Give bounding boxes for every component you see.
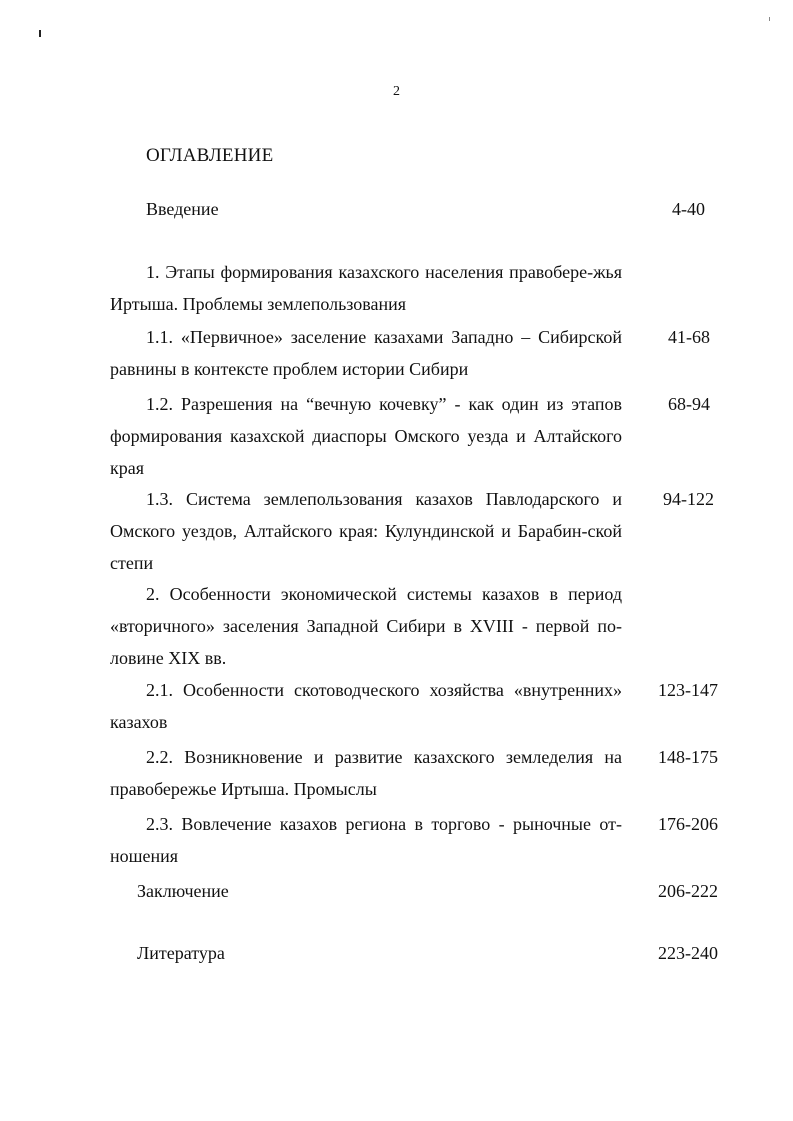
toc-entry-pages: 4-40 — [672, 199, 705, 219]
toc-entry-text: 1.1. «Первичное» заселение казахами Западно – Сибирской равнины в контексте проблем истории Сибири — [110, 327, 622, 379]
toc-entry-text: 1. Этапы формирования казахского населения правобере-жья Иртыша. Проблемы землепользования — [110, 262, 622, 314]
toc-entry-text: 1.3. Система землепользования казахов Павлодарского и Омского уездов, Алтайского края: Кулундинской и Барабин-ской степи — [110, 489, 622, 573]
toc-entry-pages: 223-240 — [658, 943, 718, 963]
toc-entry-text: Введение — [146, 199, 219, 219]
toc-entry-pages: 41-68 — [668, 327, 710, 347]
toc-entry-text: 2.3. Вовлечение казахов региона в торгово - рыночные от-ношения — [110, 814, 622, 866]
toc-entry-pages: 176-206 — [658, 814, 718, 834]
toc-title: ОГЛАВЛЕНИЕ — [146, 145, 274, 166]
scan-mark — [769, 17, 770, 21]
toc-entry-text: 2.1. Особенности скотоводческого хозяйства «внутренних» казахов — [110, 680, 622, 732]
toc-entry-pages: 123-147 — [658, 680, 718, 700]
toc-entry-text: 1.2. Разрешения на “вечную кочевку” - как один из этапов формирования казахской диаспоры Омского уезда и Алтайского края — [110, 394, 622, 478]
toc-entry-pages: 68-94 — [668, 394, 710, 414]
toc-entry-pages: 94-122 — [663, 489, 714, 509]
page-number: 2 — [393, 84, 400, 99]
toc-entry-text: 2. Особенности экономической системы казахов в период «вторичного» заселения Западной Сибири в XVIII - первой по-ловине XIX вв. — [110, 584, 622, 668]
toc-entry-pages: 148-175 — [658, 747, 718, 767]
toc-entry-text: Заключение — [137, 881, 229, 901]
scan-mark — [39, 30, 41, 37]
toc-entry-text: Литература — [137, 943, 225, 963]
toc-entry-pages: 206-222 — [658, 881, 718, 901]
toc-entry-text: 2.2. Возникновение и развитие казахского земледелия на правобережье Иртыша. Промыслы — [110, 747, 622, 799]
